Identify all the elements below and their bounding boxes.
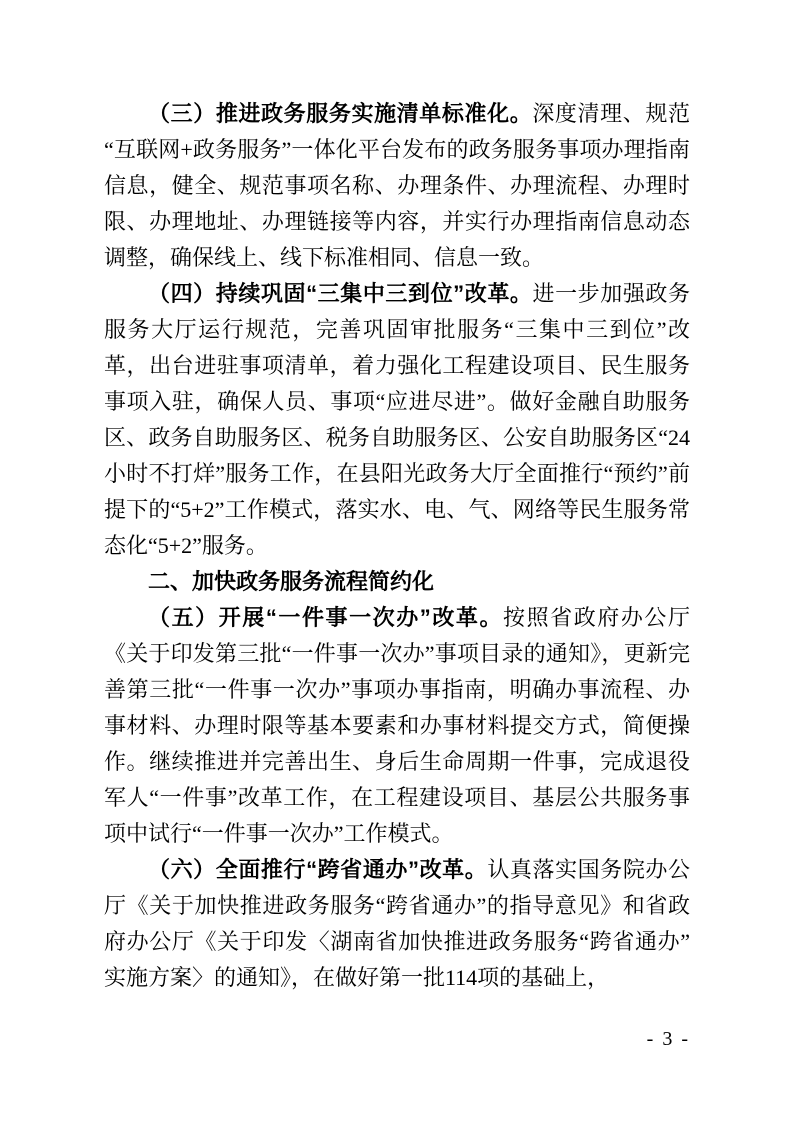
paragraph-item-4 xyxy=(104,276,690,564)
paragraph-item-6 xyxy=(104,852,690,996)
paragraph-6-text: 认真落实国务院办公厅《关于加快推进政务服务“跨省通办”的指导意见》和省政府办公厅《关于印发〈湖南省加快推进政务服务“跨省通办”实施方案〉的通知》，在做好第一批114项的基础上， xyxy=(104,857,690,990)
paragraph-3-lead: （三）推进政务服务实施清单标准化。 xyxy=(148,101,533,126)
paragraph-6-lead: （六）全面推行“跨省通办”改革。 xyxy=(148,857,488,882)
page-number: - 3 - xyxy=(646,1028,690,1050)
document-body xyxy=(104,96,690,996)
paragraph-3-text: 深度清理、规范“互联网+政务服务”一体化平台发布的政务服务事项办理指南信息，健全、规范事项名称、办理条件、办理流程、办理时限、办理地址、办理链接等内容，并实行办理指南信息动态调整，确保线上、线下标准相同、信息一致。 xyxy=(104,101,690,270)
paragraph-4-text: 进一步加强政务服务大厅运行规范，完善巩固审批服务“三集中三到位”改革，出台进驻事项清单，着力强化工程建设项目、民生服务事项入驻，确保人员、事项“应进尽进”。做好金融自助服务区、政务自助服务区、税务自助服务区、公安自助服务区“24小时不打烊”服务工作，在县阳光政务大厅全面推行“预约”前提下的“5+2”工作模式，落实水、电、气、网络等民生服务常态化“5+2”服务。 xyxy=(104,281,690,558)
paragraph-item-3 xyxy=(104,96,690,276)
section-2-heading: 二、加快政务服务流程简约化 xyxy=(148,569,435,594)
paragraph-5-lead: （五）开展“一件事一次办”改革。 xyxy=(148,605,504,630)
paragraph-4-lead: （四）持续巩固“三集中三到位”改革。 xyxy=(148,281,533,306)
paragraph-5-text: 按照省政府办公厅《关于印发第三批“一件事一次办”事项目录的通知》，更新完善第三批“一件事一次办”事项办事指南，明确办事流程、办事材料、办理时限等基本要素和办事材料提交方式，简便操作。继续推进并完善出生、身后生命周期一件事，完成退役军人“一件事”改革工作，在工程建设项目、基层公共服务事项中试行“一件事一次办”工作模式。 xyxy=(104,605,690,846)
paragraph-item-5 xyxy=(104,600,690,852)
